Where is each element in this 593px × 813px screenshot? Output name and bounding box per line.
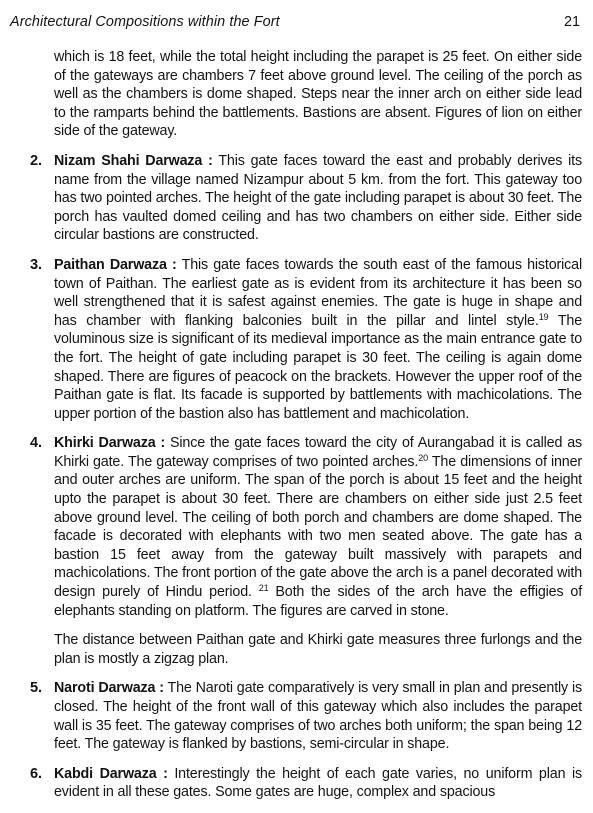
gate-item-nizam-shahi [30, 152, 582, 245]
page-header [10, 10, 583, 34]
item-text: The dimensions of inner and outer arches are uniform. The span of the porch is about 15 feet and the height upto the parapet is about 30 feet. There are chambers on either side just 2.5 feet above ground level. The ceiling of both porch and chambers are dome shaped. The facade is decorated with elephants with two men seated above. The gate has a bastion 15 feet away from the gateway built massively with parapets and machicolations. The front portion of the gate above the arch is a panel decorated with design purely of Hindu period. [54, 453, 582, 601]
item-text: Since the gate faces toward the city of Aurangabad it is called as Khirki gate. The gateway comprises of two pointed arches. [54, 435, 582, 470]
gate-item-kabdi [30, 765, 582, 802]
footnote-ref: 20 [418, 452, 428, 463]
gate-name: Paithan Darwaza : [54, 256, 177, 273]
gate-item-naroti [30, 679, 582, 753]
gate-name: Kabdi Darwaza : [54, 765, 168, 782]
intro-paragraph: which is 18 feet, while the total height including the parapet is 25 feet. On either side of the gateways are chambers 7 feet above ground level. The ceiling of the porch as well as the chambers is dome shaped. Steps near the inner arch on either side lead to the ramparts behind the battlements. Bastions are absent. Figures of lion on either side of the gateway. [54, 49, 582, 140]
item-number: 2. [30, 152, 42, 169]
item-number: 3. [30, 256, 42, 273]
item-body [54, 256, 582, 423]
running-title: Architectural Compositions within the Fort [10, 14, 280, 30]
gate-item-paithan [30, 256, 582, 423]
gate-name: Naroti Darwaza : [54, 680, 164, 697]
item-body [54, 434, 582, 620]
page-body [30, 48, 582, 813]
item-body [54, 679, 582, 753]
note-paragraph: The distance between Paithan gate and Khirki gate measures three furlongs and the plan is mostly a zigzag plan. [54, 632, 582, 667]
item-body [54, 152, 582, 245]
gate-item-khirki [30, 434, 582, 620]
item-number: 6. [30, 765, 42, 782]
item-text: Interestingly the height of each gate varies, no uniform plan is evident in all these gates. Some gates are huge, complex and spacious [54, 765, 582, 801]
page-number: 21 [563, 14, 580, 30]
footnote-ref: 19 [538, 311, 549, 322]
item-text: The Naroti gate comparatively is very small in plan and presently is closed. The height of the front wall of this gateway which also includes the parapet wall is 35 feet. The gateway comprises of two arches both uniform; the span being 12 feet. The gateway is flanked by bastions, semi-circular in shape. [54, 680, 582, 753]
gate-name: Nizam Shahi Darwaza : [54, 152, 213, 169]
gate-name: Khirki Darwaza : [54, 435, 166, 452]
item-text: The voluminous size is significant of its medieval importance as the main entrance gate to the fort. The height of gate including parapet is 30 feet. The ceiling is again dome shaped. There are figures of peacock on the brackets. However the upper roof of the Paithan gate is flat. Its facade is supported by battlements with machicolations. The upper portion of the bastion also has battlement and machicolation. [54, 312, 582, 422]
item-number: 4. [30, 435, 42, 452]
item-text: This gate faces toward the east and probably derives its name from the village named Nizampur about 5 km. from the fort. This gateway too has two pointed arches. The height of the gate including parapet is about 30 feet. The porch has vaulted domed ceiling and has two chambers on either side. Either side circular bastions are constructed. [54, 152, 583, 244]
item-number: 5. [30, 680, 42, 697]
item-body [54, 765, 582, 802]
item-text: This gate faces towards the south east of the famous historical town of Paithan. The earliest gate as is evident from its architecture it has been so well strengthened that it is safest against enemies. The gate is huge in shape and has chamber with flanking balconies built in the pillar and lintel style. [54, 256, 582, 329]
item-text: Both the sides of the arch have the effigies of elephants standing on platform. The figures are carved in stone. [54, 584, 583, 619]
footnote-ref: 21 [258, 583, 269, 594]
